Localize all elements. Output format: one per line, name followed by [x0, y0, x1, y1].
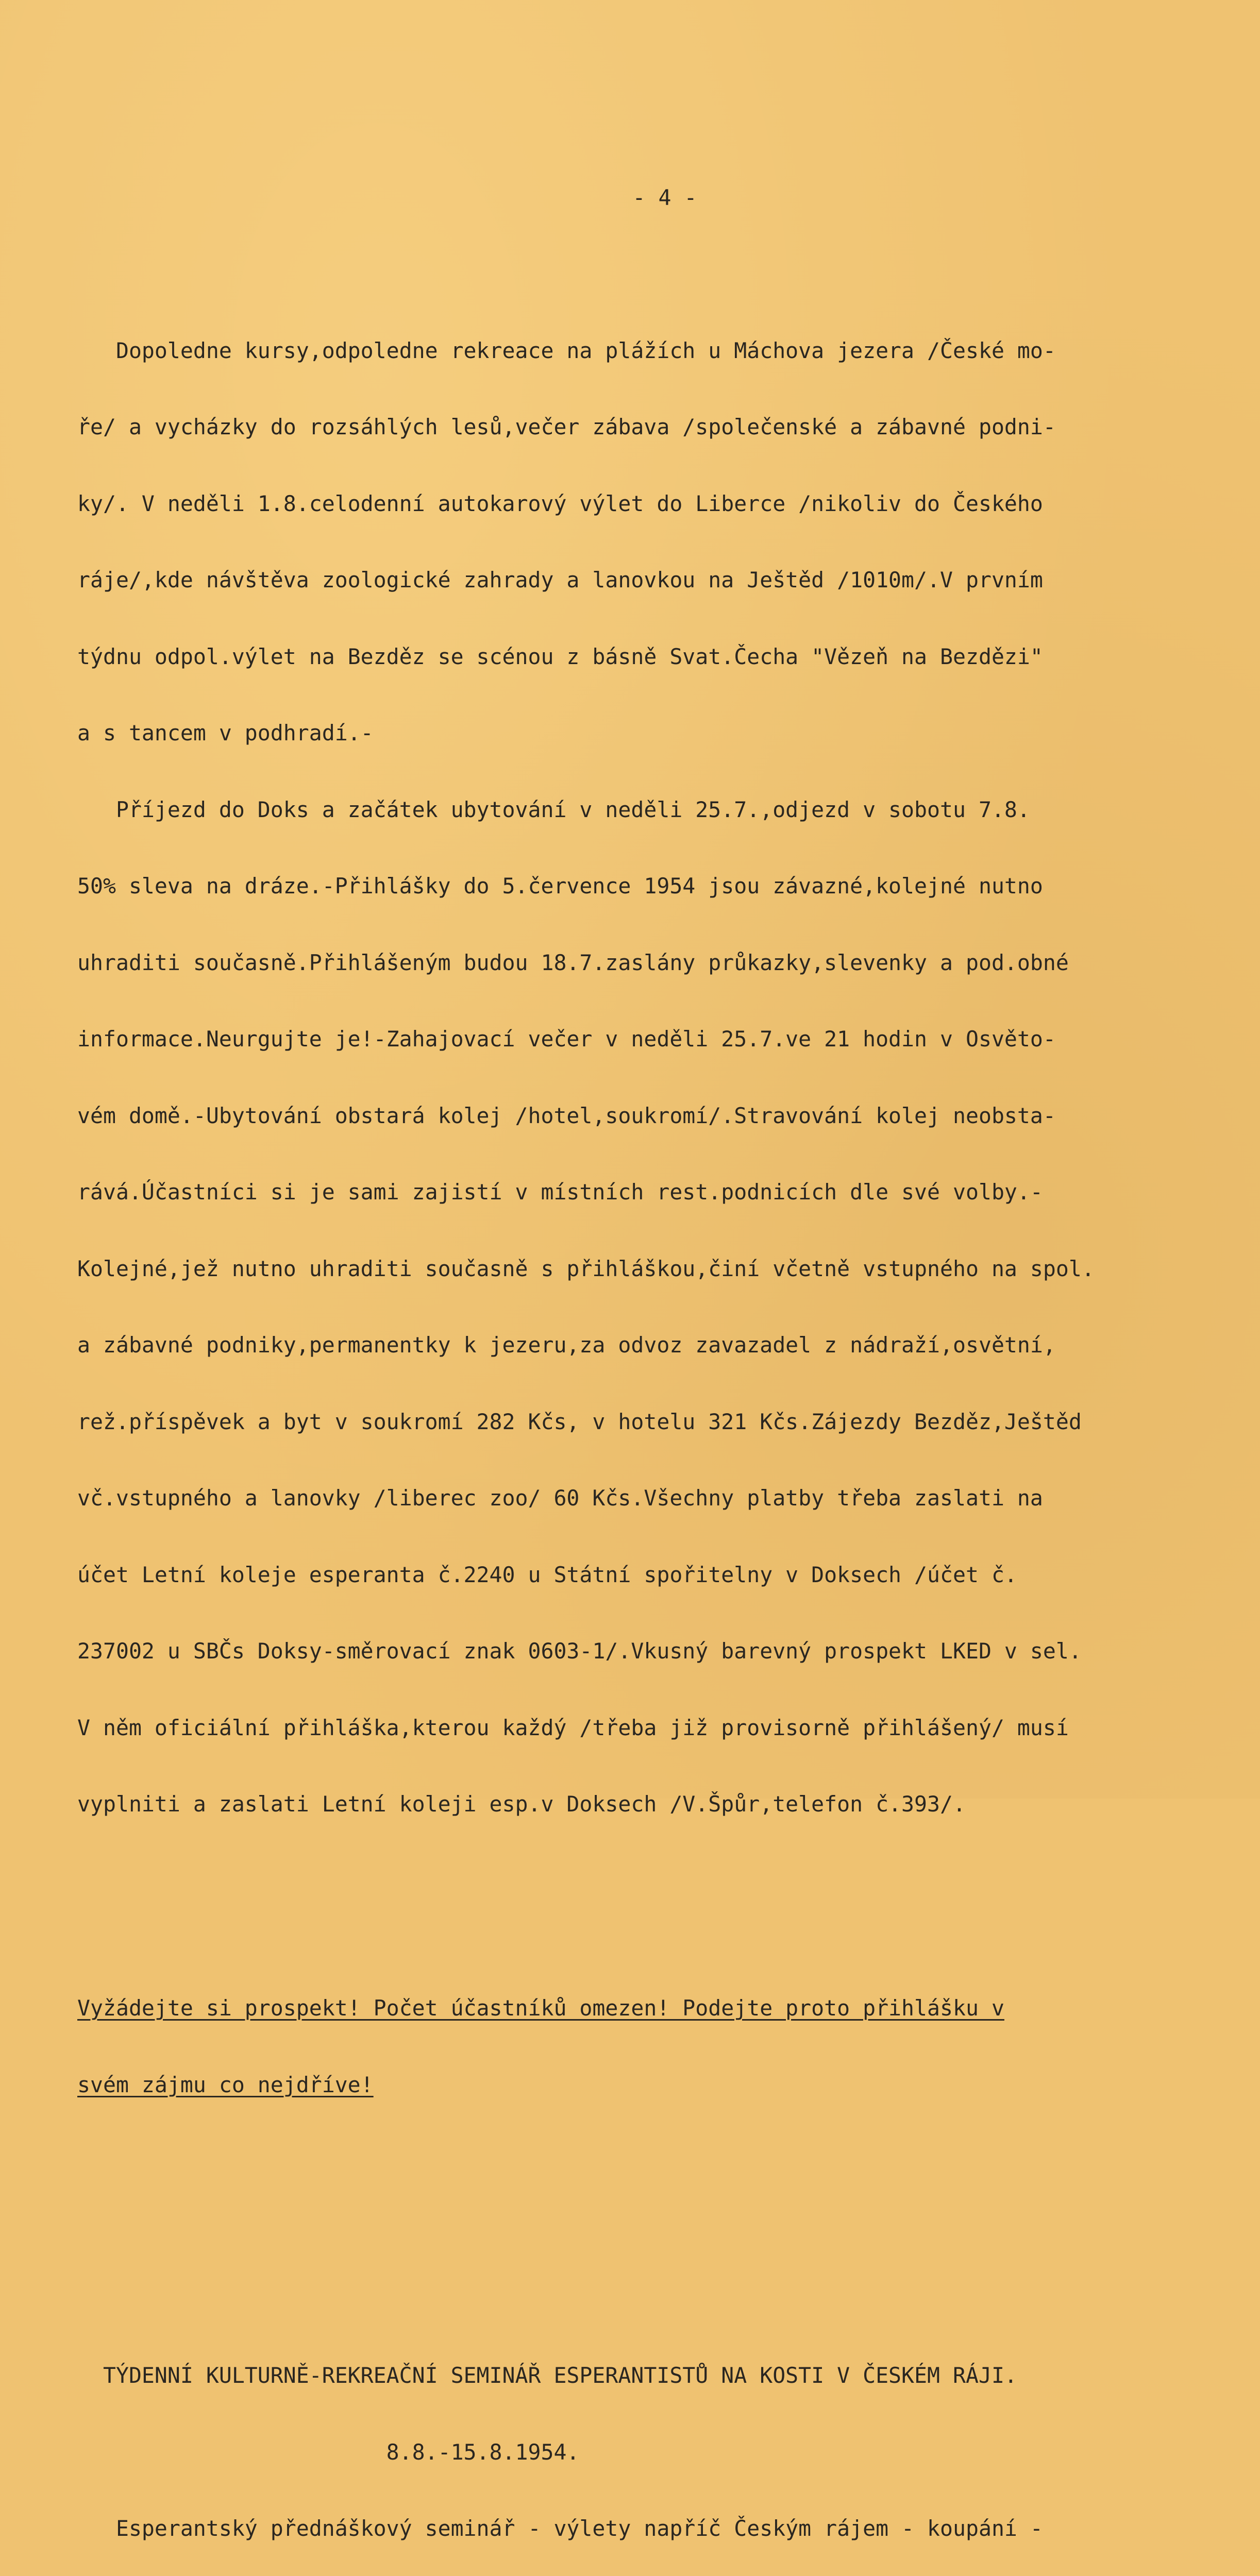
text-line: účet Letní koleje esperanta č.2240 u Státní spořitelny v Doksech /účet č. — [77, 1562, 1017, 1587]
typewritten-text — [77, 108, 1252, 2576]
text-line: a zábavné podniky,permanentky k jezeru,za odvoz zavazadel z nádraží,osvětní, — [77, 1332, 1056, 1358]
text-line: uhraditi současně.Přihlášeným budou 18.7.zaslány průkazky,slevenky a pod.obné — [77, 950, 1069, 975]
intro-block — [77, 287, 1252, 1868]
text-line: Příjezd do Doks a začátek ubytování v neděli 25.7.,odjezd v sobotu 7.8. — [77, 796, 1030, 822]
text-line: ře/ a vycházky do rozsáhlých lesů,večer zábava /společenské a zábavné podni- — [77, 414, 1056, 439]
text-line: Esperantský přednáškový seminář - výlety napříč Českým rájem - koupání - — [77, 2516, 1043, 2541]
text-line: rává.Účastníci si je sami zajistí v místních rest.podnicích dle své volby.- — [77, 1179, 1043, 1205]
text-line: V něm oficiální přihláška,kterou každý /třeba již provisorně přihlášený/ musí — [77, 1715, 1069, 1740]
text-line: a s tancem v podhradí.- — [77, 720, 374, 745]
text-line: 50% sleva na dráze.-Přihlášky do 5.července 1954 jsou závazné,kolejné nutno — [77, 873, 1043, 899]
text-line: informace.Neurgujte je!-Zahajovací večer v neděli 25.7.ve 21 hodin v Osvěto- — [77, 1026, 1056, 1052]
text-line: rež.příspěvek a byt v soukromí 282 Kčs, v hotelu 321 Kčs.Zájezdy Bezděz,Ještěd — [77, 1409, 1082, 1434]
text-line: ráje/,kde návštěva zoologické zahrady a lanovkou na Ještěd /1010m/.V prvním — [77, 567, 1043, 592]
underlined-line: Vyžádejte si prospekt! Počet účastníků omezen! Podejte proto přihlášku v — [77, 1995, 1004, 2021]
text-line: týdnu odpol.výlet na Bezděz se scénou z básně Svat.Čecha "Vězeň na Bezdězi" — [77, 643, 1043, 669]
text-line: vyplniti a zaslati Letní koleji esp.v Doksech /V.Špůr,telefon č.393/. — [77, 1791, 966, 1817]
text-line: vč.vstupného a lanovky /liberec zoo/ 60 Kčs.Všechny platby třeba zaslati na — [77, 1485, 1043, 1511]
prospectus-call — [77, 1944, 1252, 2148]
text-line: Kolejné,jež nutno uhraditi současně s přihláškou,činí včetně vstupného na spol. — [77, 1256, 1095, 1281]
text-line: ky/. V neděli 1.8.celodenní autokarový výlet do Liberce /nikoliv do Českého — [77, 490, 1043, 516]
text-line: vém domě.-Ubytování obstará kolej /hotel,soukromí/.Stravování kolej neobsta- — [77, 1103, 1056, 1128]
underlined-line: svém zájmu co nejdříve! — [77, 2072, 374, 2097]
seminar-section — [77, 2312, 1252, 2576]
text-line: 237002 u SBČs Doksy-směrovací znak 0603-1/.Vkusný barevný prospekt LKED v sel. — [77, 1638, 1082, 1664]
text-line: Dopoledne kursy,odpoledne rekreace na plážích u Máchova jezera /České mo- — [77, 337, 1056, 363]
section-dates: 8.8.-15.8.1954. — [77, 2439, 580, 2465]
page-number: - 4 - — [632, 184, 697, 210]
section-heading: TÝDENNÍ KULTURNĚ-REKREAČNÍ SEMINÁŘ ESPERANTISTŮ NA KOSTI V ČESKÉM RÁJI. — [77, 2363, 1017, 2388]
